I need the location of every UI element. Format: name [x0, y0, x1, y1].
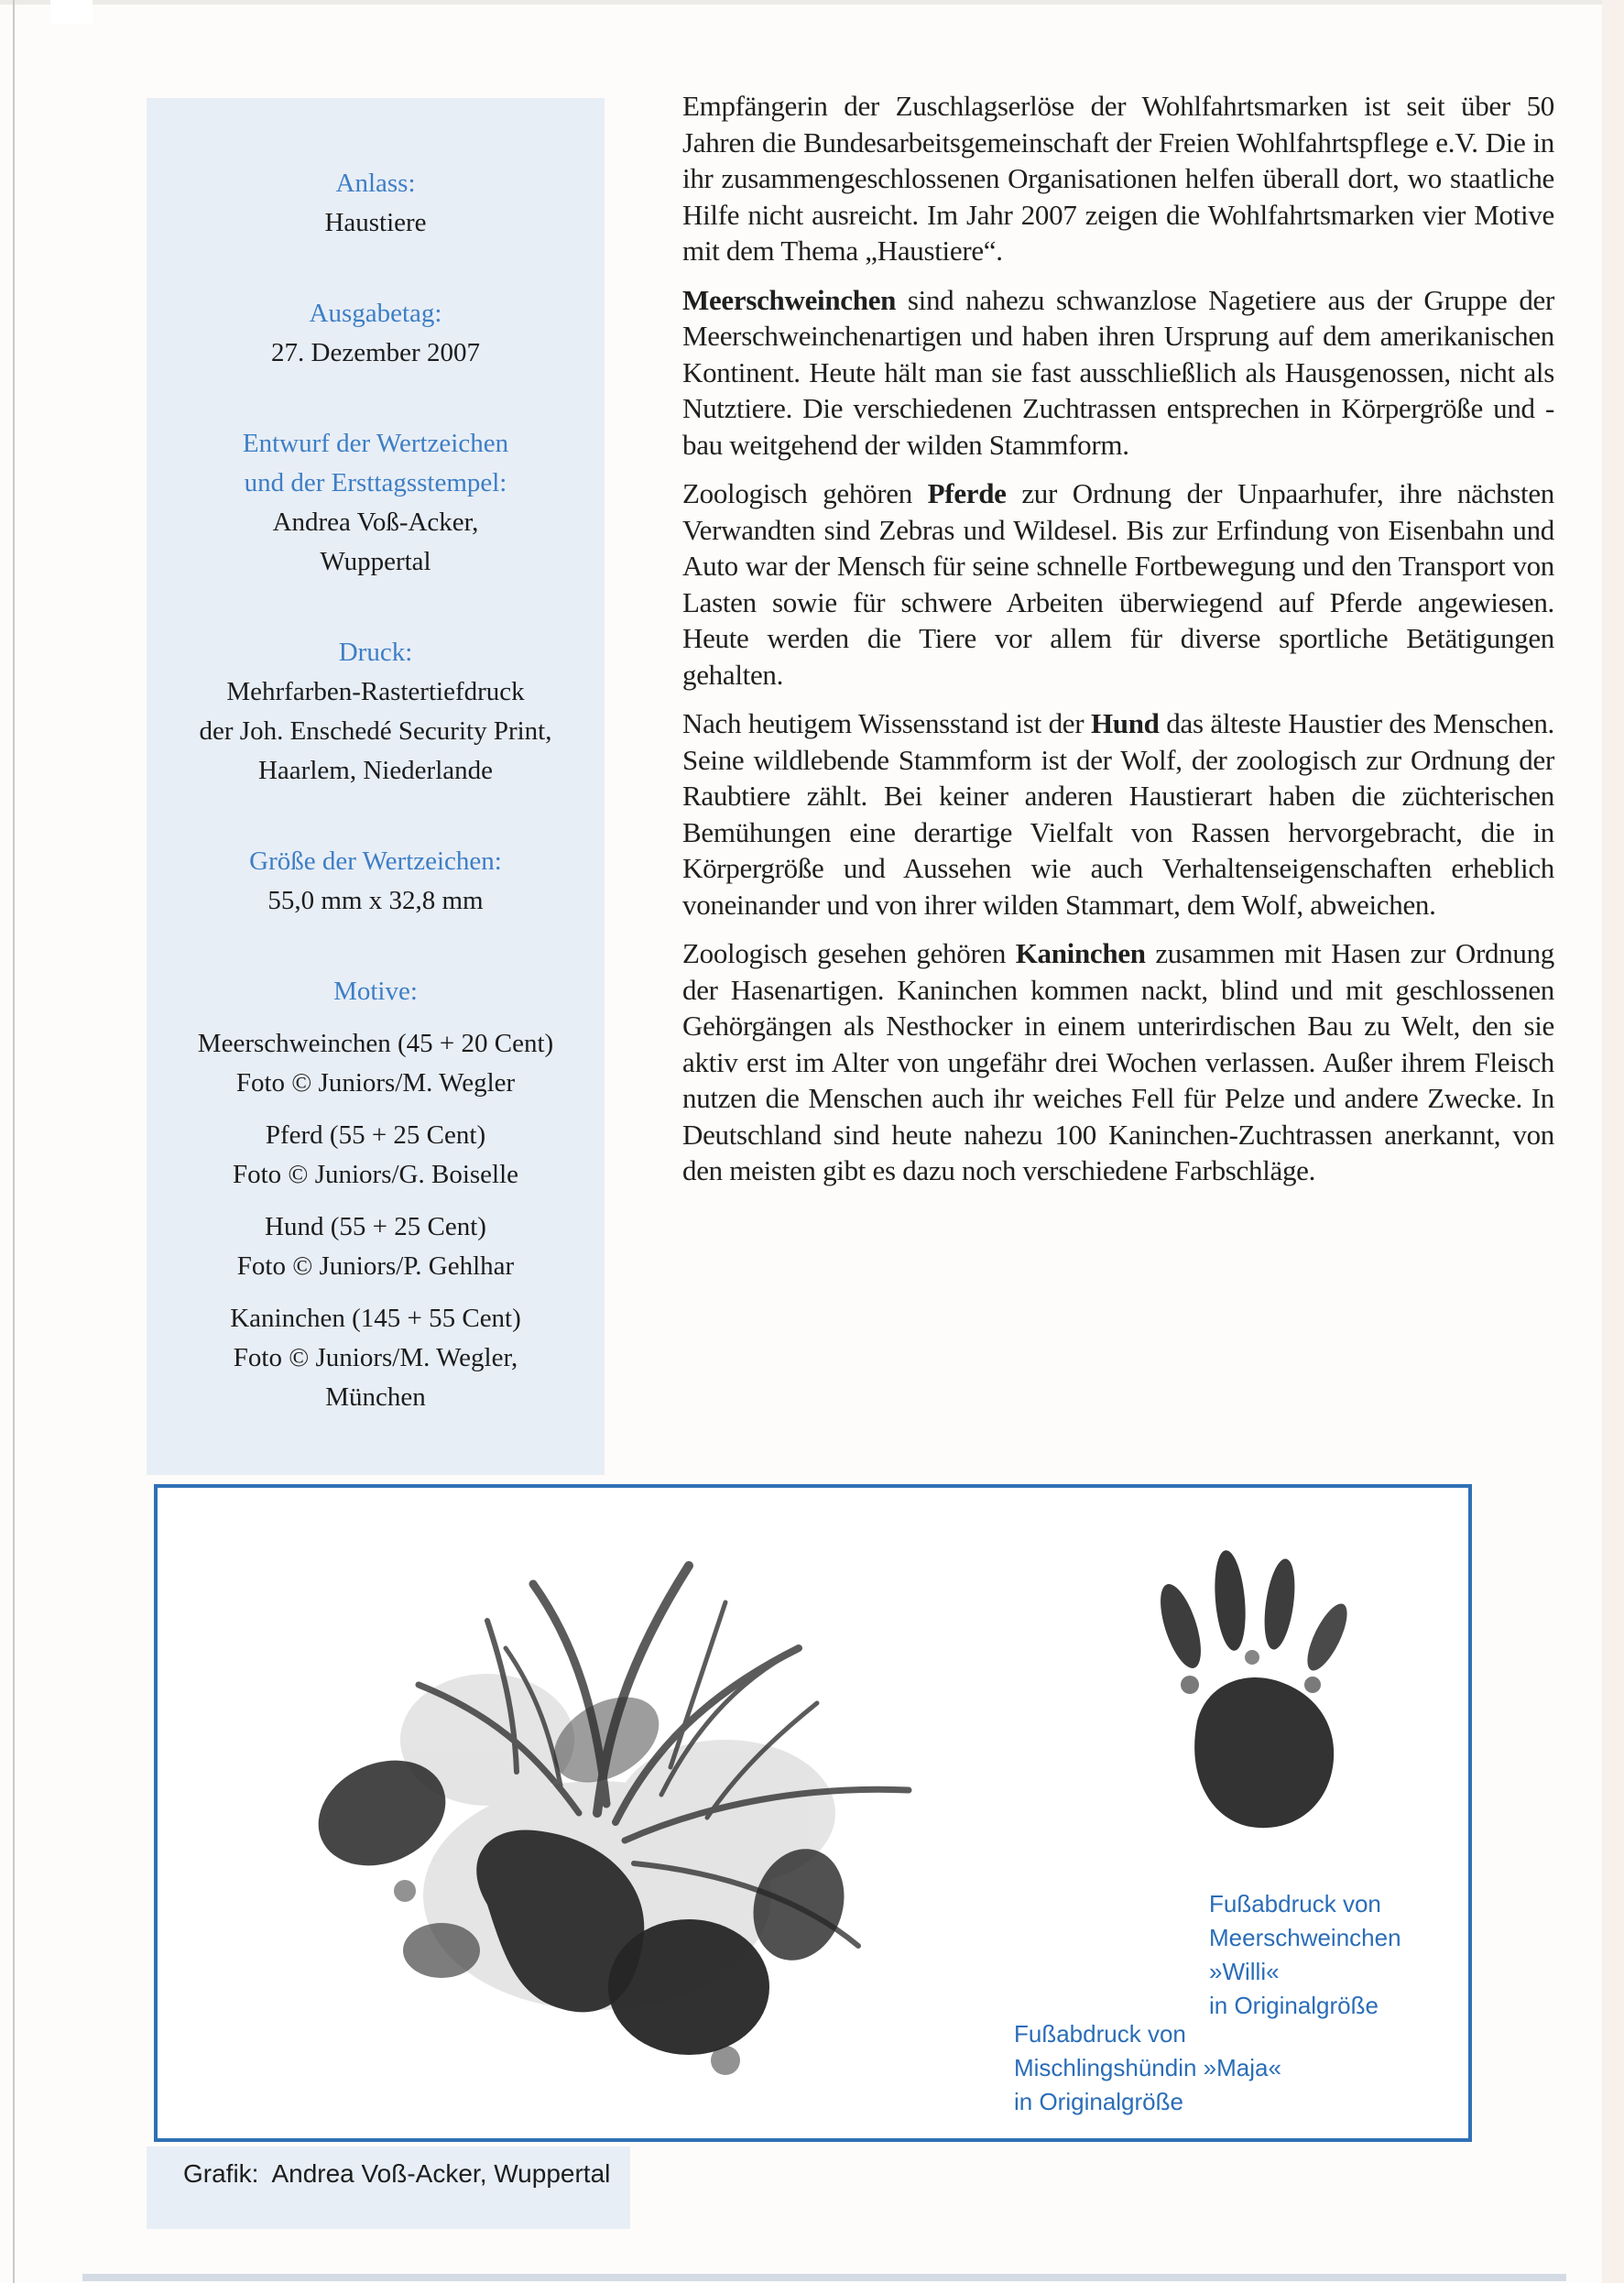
motif-credit: Foto © Juniors/P. Gehlhar — [236, 1251, 515, 1281]
info-value: Haarlem, Niederlande — [257, 756, 494, 785]
info-value: Mehrfarben-Rastertiefdruck — [226, 677, 525, 706]
caption-line: Mischlingshündin »Maja« — [1014, 2054, 1281, 2081]
caption-line: Meerschweinchen »Willi« — [1209, 1924, 1401, 1985]
credit-text: Andrea Voß-Acker, Wuppertal — [271, 2159, 611, 2188]
maja-dog-pawprint-image — [208, 1511, 1041, 2115]
info-section-druck — [159, 633, 592, 791]
motif-name: Pferd (55 + 25 Cent) — [265, 1120, 486, 1150]
paragraph-text: zusammen mit Hasen zur Ordnung der Hasenartigen. Kaninchen kommen nackt, blind und mit geschlossenen Gehörgängen als Nesthocker in einem unterirdischen Bau zu Welt, den sie aktiv erst im Alter von ungefähr drei Wochen verlassen. Außer ihrem Fleisch nutzen die Menschen auch ihr weiches Fell für Pelze und andere Zwecke. In Deutschland sind heute nahezu 100 Kaninchen-Zuchtrassen anerkannt, von den meisten gibt es dazu noch verschiedene Farbschläge. — [682, 937, 1554, 1186]
motif-kaninchen — [159, 1299, 592, 1417]
paragraph-text: zur Ordnung der Unpaarhufer, ihre nächsten Verwandten sind Zebras und Wildesel. Bis zur Erfindung von Eisenbahn und Auto war der Mensch für seine schnelle Fortbewegung und den Transport von Lasten sowie für schwere Arbeiten überwiegend auf Pferde angewiesen. Heute werden die Tiere vor allem für diverse sportliche Betätigungen gehalten. — [682, 477, 1554, 691]
paragraph-hund — [682, 705, 1554, 923]
motif-hund — [159, 1207, 592, 1286]
paragraph-text: das älteste Haustier des Menschen. Seine wildlebende Stammform ist der Wolf, der zoologisch zur Ordnung der Raubtiere zählt. Bei keiner anderen Haustierart haben die züchterischen Bemühungen eine derartige Vielfalt von Rassen hervorgebracht, die in Körpergröße und Aussehen wie auch Verhaltenseigenschaften erheblich voneinander und von ihrer wilden Stammart, dem Wolf, abweichen. — [682, 707, 1554, 921]
paragraph-kaninchen — [682, 935, 1554, 1189]
maja-pawprint-caption — [1014, 2017, 1281, 2119]
info-section-anlass — [159, 164, 592, 243]
info-heading: Motive: — [333, 977, 418, 1006]
keyword-meerschweinchen: Meerschweinchen — [682, 283, 897, 316]
willi-pawprint-caption — [1209, 1887, 1468, 2023]
paragraph-pferde — [682, 475, 1554, 693]
article-text — [682, 88, 1554, 1202]
info-value: der Joh. Enschedé Security Print, — [199, 716, 552, 746]
info-value: Wuppertal — [320, 547, 431, 576]
paragraph-text: sind nahezu schwanzlose Nagetiere aus der Gruppe der Meerschweinchenartigen und haben ihren Ursprung auf dem amerikanischen Kontinent. Heute hält man sie fast ausschließlich als Hausgenossen, nicht als Nutztiere. Die verschiedenen Zuchtrassen entsprechen in Körpergröße und -bau weitgehend der wilden Stammform. — [682, 283, 1554, 461]
paragraph-text: Zoologisch gehören — [682, 477, 928, 509]
paragraph-text: Empfängerin der Zuschlagserlöse der Wohlfahrtsmarken ist seit über 50 Jahren die Bundesarbeitsgemeinschaft der Freien Wohlfahrtspflege e.V. Die in ihr zusammengeschlossenen Organisationen helfen überall dort, wo staatliche Hilfe nicht ausreicht. Im Jahr 2007 zeigen die Wohlfahrtsmarken vier Motive mit dem Thema „Haustiere“. — [682, 90, 1554, 267]
paragraph-text: Nach heutigem Wissensstand ist der — [682, 707, 1091, 739]
scan-edge-left — [13, 0, 15, 2283]
motif-name: Hund (55 + 25 Cent) — [265, 1212, 486, 1241]
willi-guineapig-pawprint-image — [1133, 1547, 1376, 1859]
caption-line: Fußabdruck von — [1014, 2020, 1186, 2048]
paragraph-text: Zoologisch gesehen gehören — [682, 937, 1016, 969]
scan-notch — [50, 0, 93, 24]
keyword-pferde: Pferde — [927, 477, 1007, 509]
motif-meerschweinchen — [159, 1024, 592, 1103]
info-heading: Anlass: — [335, 169, 416, 198]
info-section-ausgabetag — [159, 294, 592, 373]
paragraph-meerschweinchen — [682, 282, 1554, 464]
caption-line: in Originalgröße — [1014, 2088, 1183, 2115]
info-value: 55,0 mm x 32,8 mm — [267, 886, 484, 915]
info-heading: Entwurf der Wertzeichen — [242, 429, 509, 458]
info-heading: Druck: — [338, 638, 413, 667]
motif-credit: München — [325, 1382, 426, 1412]
info-heading: und der Ersttagsstempel: — [244, 468, 507, 497]
credit-caption-band — [147, 2146, 630, 2229]
motif-name: Meerschweinchen (45 + 20 Cent) — [197, 1029, 554, 1058]
caption-line: Fußabdruck von — [1209, 1890, 1381, 1917]
motif-credit: Foto © Juniors/M. Wegler — [235, 1068, 516, 1098]
keyword-hund: Hund — [1090, 707, 1160, 739]
motif-credit: Foto © Juniors/M. Wegler, — [233, 1343, 518, 1372]
paragraph-intro — [682, 88, 1554, 269]
keyword-kaninchen: Kaninchen — [1015, 937, 1146, 969]
caption-line: in Originalgröße — [1209, 1992, 1379, 2019]
info-value: Haustiere — [324, 208, 427, 237]
info-value: 27. Dezember 2007 — [271, 338, 480, 367]
pawprints-figure — [154, 1484, 1472, 2142]
info-section-motive — [159, 972, 592, 1417]
info-section-entwurf — [159, 424, 592, 582]
bottom-edge-strip — [82, 2274, 1566, 2281]
motif-credit: Foto © Juniors/G. Boiselle — [232, 1160, 519, 1189]
issue-info-panel — [147, 98, 605, 1475]
credit-label: Grafik: — [183, 2159, 259, 2188]
info-heading: Ausgabetag: — [309, 299, 442, 328]
motif-name: Kaninchen (145 + 55 Cent) — [230, 1304, 521, 1333]
info-heading: Größe der Wertzeichen: — [249, 847, 502, 876]
info-section-groesse — [159, 842, 592, 921]
info-value: Andrea Voß-Acker, — [272, 508, 479, 537]
motif-pferd — [159, 1116, 592, 1195]
scan-edge-right — [1602, 0, 1624, 2283]
scan-edge-top — [0, 0, 1624, 5]
